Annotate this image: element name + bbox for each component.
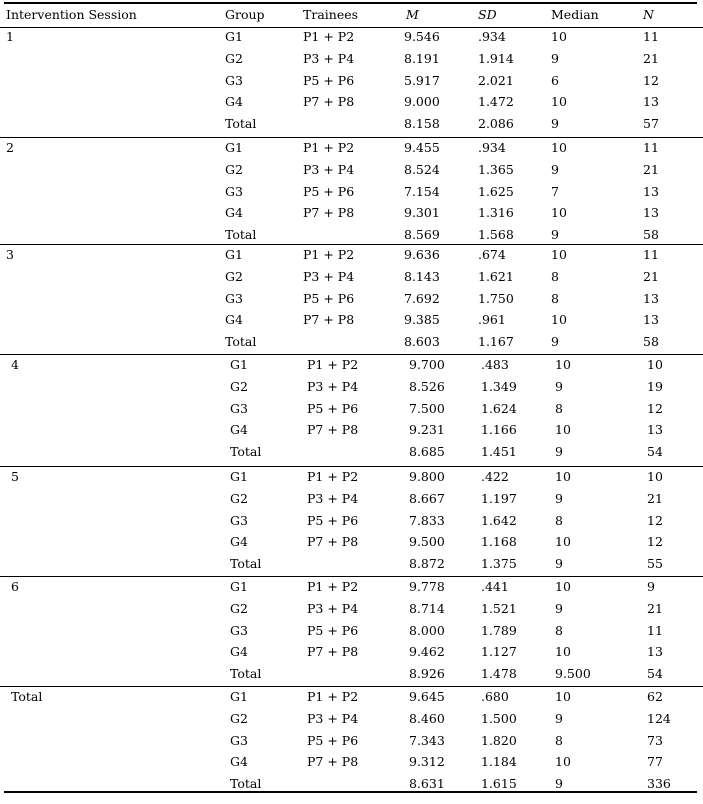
cell-sd: 1.820 xyxy=(481,732,517,748)
cell-m: 8.000 xyxy=(409,622,445,638)
cell-group: G3 xyxy=(230,400,248,416)
cell-group: G2 xyxy=(225,268,243,284)
cell-n: 19 xyxy=(647,378,663,394)
cell-group: G1 xyxy=(230,579,248,594)
cell-n: 21 xyxy=(643,161,659,177)
cell-group: G3 xyxy=(225,72,243,88)
table-bottom-rule xyxy=(4,791,697,793)
table-row xyxy=(0,377,703,399)
cell-median: 10 xyxy=(555,422,571,438)
cell-n: 13 xyxy=(643,312,659,328)
cell-sd: 1.472 xyxy=(478,94,514,110)
cell-sd: .441 xyxy=(481,579,509,594)
cell-m: 9.312 xyxy=(409,754,445,770)
cell-m: 8.191 xyxy=(404,50,440,66)
cell-group: Total xyxy=(230,666,262,682)
cell-n: 58 xyxy=(643,227,659,243)
header-session: Intervention Session xyxy=(6,7,137,22)
cell-median: 9 xyxy=(551,334,559,350)
cell-sd: 1.621 xyxy=(478,268,514,284)
cell-m: 8.926 xyxy=(409,666,445,682)
cell-sd: .934 xyxy=(478,140,506,155)
table-row xyxy=(0,160,703,182)
cell-median: 9 xyxy=(551,116,559,132)
session-label: 6 xyxy=(11,579,19,594)
cell-group: Total xyxy=(225,334,257,350)
cell-sd: 1.184 xyxy=(481,754,517,770)
cell-n: 77 xyxy=(647,754,663,770)
cell-sd: 1.789 xyxy=(481,622,517,638)
cell-median: 9 xyxy=(555,776,563,792)
cell-n: 12 xyxy=(647,534,663,550)
cell-sd: .961 xyxy=(478,312,506,328)
cell-n: 13 xyxy=(647,422,663,438)
cell-trainees: P5 + P6 xyxy=(303,183,355,199)
table-row xyxy=(0,92,703,114)
cell-median: 7 xyxy=(551,183,559,199)
cell-sd: 1.166 xyxy=(481,422,517,438)
session-block xyxy=(0,576,703,686)
cell-sd: 1.500 xyxy=(481,710,517,726)
cell-trainees: P7 + P8 xyxy=(307,422,359,438)
cell-m: 9.000 xyxy=(404,94,440,110)
table-row xyxy=(0,49,703,71)
cell-trainees: P1 + P2 xyxy=(307,357,359,372)
cell-median: 10 xyxy=(551,312,567,328)
cell-trainees: P3 + P4 xyxy=(303,161,355,177)
cell-group: G3 xyxy=(230,622,248,638)
cell-median: 9 xyxy=(551,161,559,177)
table-row xyxy=(0,203,703,225)
cell-n: 21 xyxy=(643,50,659,66)
cell-trainees: P7 + P8 xyxy=(307,644,359,660)
cell-m: 8.143 xyxy=(404,268,440,284)
cell-m: 7.833 xyxy=(409,512,445,528)
cell-median: 10 xyxy=(555,754,571,770)
cell-median: 8 xyxy=(555,732,563,748)
cell-m: 8.603 xyxy=(404,334,440,350)
session-block xyxy=(0,686,703,796)
cell-group: G2 xyxy=(225,161,243,177)
cell-sd: 1.349 xyxy=(481,378,517,394)
cell-median: 10 xyxy=(555,644,571,660)
cell-n: 12 xyxy=(647,512,663,528)
session-block xyxy=(0,27,703,136)
cell-n: 13 xyxy=(643,205,659,221)
cell-sd: 1.750 xyxy=(478,290,514,306)
cell-group: Total xyxy=(225,227,257,243)
session-label: 1 xyxy=(6,29,14,44)
cell-m: 9.636 xyxy=(404,247,440,262)
cell-sd: .934 xyxy=(478,29,506,44)
cell-m: 8.667 xyxy=(409,490,445,506)
cell-n: 54 xyxy=(647,666,663,682)
cell-sd: 1.615 xyxy=(481,776,517,792)
cell-group: G3 xyxy=(225,183,243,199)
session-label: 4 xyxy=(11,357,19,372)
cell-n: 21 xyxy=(647,490,663,506)
cell-group: G4 xyxy=(230,534,248,550)
cell-group: G1 xyxy=(225,247,243,262)
table-row xyxy=(0,489,703,511)
session-label: 3 xyxy=(6,247,14,262)
table-row xyxy=(0,731,703,753)
cell-trainees: P7 + P8 xyxy=(303,312,355,328)
cell-trainees: P7 + P8 xyxy=(303,205,355,221)
cell-sd: 1.167 xyxy=(478,334,514,350)
header-n: N xyxy=(643,7,654,22)
cell-median: 9 xyxy=(555,556,563,572)
cell-m: 9.645 xyxy=(409,689,445,704)
header-group: Group xyxy=(225,7,265,22)
header-median: Median xyxy=(551,7,599,22)
cell-group: Total xyxy=(230,556,262,572)
cell-group: G3 xyxy=(230,732,248,748)
cell-n: 12 xyxy=(643,72,659,88)
cell-group: G3 xyxy=(230,512,248,528)
cell-trainees: P5 + P6 xyxy=(307,512,359,528)
cell-median: 10 xyxy=(551,205,567,221)
table-header-row xyxy=(0,5,703,28)
cell-n: 9 xyxy=(647,579,655,594)
header-trainees: Trainees xyxy=(303,7,359,22)
table-row xyxy=(0,467,703,489)
table-row xyxy=(0,752,703,774)
cell-n: 57 xyxy=(643,116,659,132)
cell-trainees: P1 + P2 xyxy=(307,469,359,484)
cell-sd: 1.478 xyxy=(481,666,517,682)
cell-median: 8 xyxy=(551,268,559,284)
cell-m: 8.631 xyxy=(409,776,445,792)
cell-m: 8.158 xyxy=(404,116,440,132)
cell-trainees: P5 + P6 xyxy=(303,290,355,306)
cell-n: 13 xyxy=(643,290,659,306)
cell-n: 10 xyxy=(647,469,663,484)
cell-trainees: P3 + P4 xyxy=(307,378,359,394)
cell-median: 9 xyxy=(551,50,559,66)
session-block xyxy=(0,137,703,247)
table-row xyxy=(0,709,703,731)
total-row xyxy=(0,442,703,464)
cell-group: G1 xyxy=(230,469,248,484)
table-row xyxy=(0,182,703,204)
cell-median: 10 xyxy=(555,689,571,704)
cell-median: 10 xyxy=(551,29,567,44)
cell-m: 8.714 xyxy=(409,600,445,616)
cell-median: 9 xyxy=(555,444,563,460)
cell-m: 9.778 xyxy=(409,579,445,594)
cell-trainees: P5 + P6 xyxy=(307,400,359,416)
cell-m: 9.231 xyxy=(409,422,445,438)
cell-median: 6 xyxy=(551,72,559,88)
cell-trainees: P1 + P2 xyxy=(303,140,355,155)
cell-n: 11 xyxy=(647,622,663,638)
cell-median: 10 xyxy=(555,534,571,550)
session-block xyxy=(0,354,703,464)
cell-trainees: P3 + P4 xyxy=(303,268,355,284)
cell-median: 9 xyxy=(551,227,559,243)
cell-group: Total xyxy=(230,776,262,792)
table-row xyxy=(0,267,703,289)
cell-n: 13 xyxy=(647,644,663,660)
cell-sd: 1.451 xyxy=(481,444,517,460)
cell-trainees: P5 + P6 xyxy=(303,72,355,88)
cell-sd: .483 xyxy=(481,357,509,372)
cell-m: 8.526 xyxy=(409,378,445,394)
total-row xyxy=(0,554,703,576)
table-row xyxy=(0,511,703,533)
cell-sd: 1.625 xyxy=(478,183,514,199)
cell-m: 8.685 xyxy=(409,444,445,460)
cell-m: 8.460 xyxy=(409,710,445,726)
cell-sd: 2.021 xyxy=(478,72,514,88)
cell-m: 9.385 xyxy=(404,312,440,328)
cell-group: G2 xyxy=(225,50,243,66)
cell-median: 9 xyxy=(555,600,563,616)
cell-n: 12 xyxy=(647,400,663,416)
total-row xyxy=(0,332,703,354)
cell-trainees: P3 + P4 xyxy=(303,50,355,66)
header-mean: M xyxy=(406,7,419,22)
cell-sd: 1.624 xyxy=(481,400,517,416)
table-top-rule xyxy=(4,2,697,4)
session-label: 5 xyxy=(11,469,19,484)
cell-sd: 1.375 xyxy=(481,556,517,572)
cell-median: 8 xyxy=(555,622,563,638)
cell-trainees: P1 + P2 xyxy=(307,689,359,704)
cell-median: 8 xyxy=(555,512,563,528)
cell-n: 11 xyxy=(643,140,659,155)
cell-sd: 2.086 xyxy=(478,116,514,132)
table-row xyxy=(0,687,703,709)
cell-n: 55 xyxy=(647,556,663,572)
cell-n: 10 xyxy=(647,357,663,372)
cell-group: G3 xyxy=(225,290,243,306)
cell-group: G4 xyxy=(230,422,248,438)
cell-median: 9.500 xyxy=(555,666,591,682)
cell-median: 10 xyxy=(551,94,567,110)
cell-sd: 1.642 xyxy=(481,512,517,528)
table-row xyxy=(0,642,703,664)
cell-sd: 1.127 xyxy=(481,644,517,660)
table-row xyxy=(0,532,703,554)
cell-trainees: P1 + P2 xyxy=(303,247,355,262)
cell-trainees: P5 + P6 xyxy=(307,732,359,748)
session-label: 2 xyxy=(6,140,14,155)
cell-m: 7.154 xyxy=(404,183,440,199)
cell-n: 11 xyxy=(643,247,659,262)
cell-n: 13 xyxy=(643,94,659,110)
cell-m: 5.917 xyxy=(404,72,440,88)
cell-median: 10 xyxy=(555,579,571,594)
cell-median: 10 xyxy=(551,247,567,262)
cell-trainees: P7 + P8 xyxy=(307,754,359,770)
session-label: Total xyxy=(11,689,43,704)
cell-m: 9.546 xyxy=(404,29,440,44)
cell-group: G4 xyxy=(230,754,248,770)
session-block xyxy=(0,466,703,576)
cell-trainees: P1 + P2 xyxy=(303,29,355,44)
cell-n: 54 xyxy=(647,444,663,460)
cell-m: 9.800 xyxy=(409,469,445,484)
cell-group: G4 xyxy=(225,312,243,328)
cell-median: 8 xyxy=(551,290,559,306)
cell-m: 7.343 xyxy=(409,732,445,748)
cell-group: G1 xyxy=(230,357,248,372)
cell-n: 21 xyxy=(643,268,659,284)
cell-median: 8 xyxy=(555,400,563,416)
cell-sd: 1.568 xyxy=(478,227,514,243)
cell-trainees: P7 + P8 xyxy=(303,94,355,110)
cell-median: 9 xyxy=(555,710,563,726)
cell-m: 8.569 xyxy=(404,227,440,243)
table-row xyxy=(0,577,703,599)
table-row xyxy=(0,289,703,311)
cell-trainees: P1 + P2 xyxy=(307,579,359,594)
cell-sd: .674 xyxy=(478,247,506,262)
table-row xyxy=(0,27,703,49)
cell-sd: .422 xyxy=(481,469,509,484)
cell-m: 8.872 xyxy=(409,556,445,572)
cell-m: 9.301 xyxy=(404,205,440,221)
cell-m: 9.455 xyxy=(404,140,440,155)
cell-m: 9.500 xyxy=(409,534,445,550)
cell-group: G2 xyxy=(230,378,248,394)
table-row xyxy=(0,71,703,93)
cell-group: G1 xyxy=(225,29,243,44)
table-row xyxy=(0,355,703,377)
cell-median: 10 xyxy=(555,469,571,484)
cell-group: G4 xyxy=(225,94,243,110)
cell-n: 336 xyxy=(647,776,671,792)
cell-n: 11 xyxy=(643,29,659,44)
table-row xyxy=(0,310,703,332)
header-sd: SD xyxy=(478,7,497,22)
total-row xyxy=(0,114,703,136)
cell-m: 9.700 xyxy=(409,357,445,372)
cell-group: G2 xyxy=(230,490,248,506)
table-row xyxy=(0,399,703,421)
cell-m: 7.500 xyxy=(409,400,445,416)
cell-trainees: P3 + P4 xyxy=(307,600,359,616)
cell-sd: 1.365 xyxy=(478,161,514,177)
cell-trainees: P5 + P6 xyxy=(307,622,359,638)
cell-trainees: P7 + P8 xyxy=(307,534,359,550)
total-row xyxy=(0,664,703,686)
cell-sd: .680 xyxy=(481,689,509,704)
cell-group: G1 xyxy=(225,140,243,155)
cell-m: 8.524 xyxy=(404,161,440,177)
cell-group: Total xyxy=(230,444,262,460)
cell-median: 9 xyxy=(555,490,563,506)
table-row xyxy=(0,621,703,643)
cell-sd: 1.316 xyxy=(478,205,514,221)
cell-group: G4 xyxy=(225,205,243,221)
cell-sd: 1.914 xyxy=(478,50,514,66)
cell-m: 7.692 xyxy=(404,290,440,306)
table-row xyxy=(0,420,703,442)
cell-median: 10 xyxy=(555,357,571,372)
cell-group: G1 xyxy=(230,689,248,704)
cell-median: 9 xyxy=(555,378,563,394)
cell-m: 9.462 xyxy=(409,644,445,660)
cell-sd: 1.197 xyxy=(481,490,517,506)
cell-n: 73 xyxy=(647,732,663,748)
cell-n: 58 xyxy=(643,334,659,350)
cell-group: G4 xyxy=(230,644,248,660)
cell-sd: 1.168 xyxy=(481,534,517,550)
cell-group: Total xyxy=(225,116,257,132)
cell-n: 124 xyxy=(647,710,671,726)
cell-trainees: P3 + P4 xyxy=(307,490,359,506)
cell-n: 13 xyxy=(643,183,659,199)
cell-group: G2 xyxy=(230,600,248,616)
cell-trainees: P3 + P4 xyxy=(307,710,359,726)
table-row xyxy=(0,245,703,267)
cell-group: G2 xyxy=(230,710,248,726)
table-row xyxy=(0,138,703,160)
cell-n: 62 xyxy=(647,689,663,704)
cell-median: 10 xyxy=(551,140,567,155)
cell-n: 21 xyxy=(647,600,663,616)
session-block xyxy=(0,244,703,354)
cell-sd: 1.521 xyxy=(481,600,517,616)
table-row xyxy=(0,599,703,621)
